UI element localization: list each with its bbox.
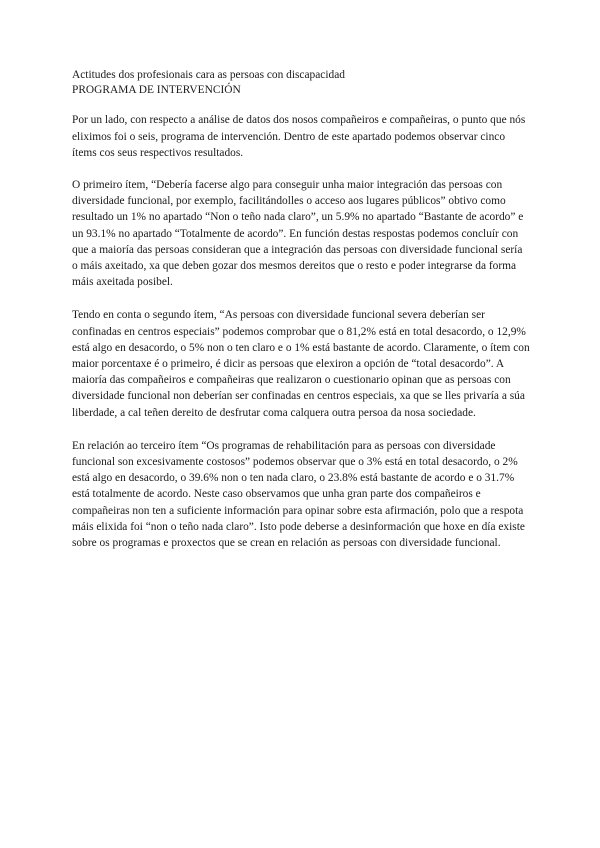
paragraph-item-two: Tendo en conta o segundo ítem, “As persoas con diversidade funcional severa deberían ser confinadas en centros especiais” podemos comprobar que o 81,2% está en total desacordo, o 12,9% está algo en desacordo, o 5% non o ten claro e o 1% está bastante de acordo. Claramente, o ítem con maior porcentaxe é o primeiro, é dicir as persoas que elexiron a opción de “total desacordo”. A maioría das compañeiros e compañeiras que realizaron o cuestionario opinan que as persoas con diversidade funcional non deberían ser confinadas en centros especiais, xa que se lles privaría a súa liberdade, a cal teñen dereito de desfrutar coma calquera outra persoa da nosa sociedade. bbox=[72, 309, 530, 419]
document-title: Actitudes dos profesionais cara as persoas con discapacidad bbox=[72, 69, 345, 81]
paragraph-intro: Por un lado, con respecto a análise de datos dos nosos compañeiros e compañeiras, o punto que nós eliximos foi o seis, programa de intervención. Dentro de este apartado podemos observar cinco ítems cos seus respectivos resultados. bbox=[72, 114, 526, 159]
document-subtitle: PROGRAMA DE INTERVENCIÓN bbox=[72, 84, 241, 97]
paragraph-item-one: O primeiro ítem, “Debería facerse algo para conseguir unha maior integración das persoas con diversidade funcional, por exemplo, facilitándolles o acceso aos lugares públicos” obtivo como resultado un 1% no apartado “Non o teño nada claro”, un 5.9% no apartado “Bastante de acordo” e un 93.1% no apartado “Totalmente de acordo”. En función destas respostas podemos concluír con que a maioría das persoas consideran que a integración das persoas con diversidade funcional sería o máis axeitado, xa que deben gozar dos mesmos dereitos que o resto e poder integrarse da forma máis axeitada posibel. bbox=[72, 179, 524, 289]
document-page bbox=[72, 68, 530, 568]
paragraph-item-three: En relación ao terceiro ítem “Os programas de rehabilitación para as persoas con diversidade funcional son excesivamente costosos” podemos observar que o 3% está en total desacordo, o 2% está algo en desacordo, o 39.6% non o ten nada claro, o 23.8% está bastante de acordo e o 31.7% está totalmente de acordo. Neste caso observamos que unha gran parte dos compañeiros e compañeiras non ten a suficiente información para opinar sobre esta afirmación, polo que a respota máis elixida foi “non o teño nada claro”. Isto pode deberse a desinformación que hoxe en día existe sobre os programas e proxectos que se crean en relación as persoas con diversidade funcional. bbox=[72, 439, 525, 550]
